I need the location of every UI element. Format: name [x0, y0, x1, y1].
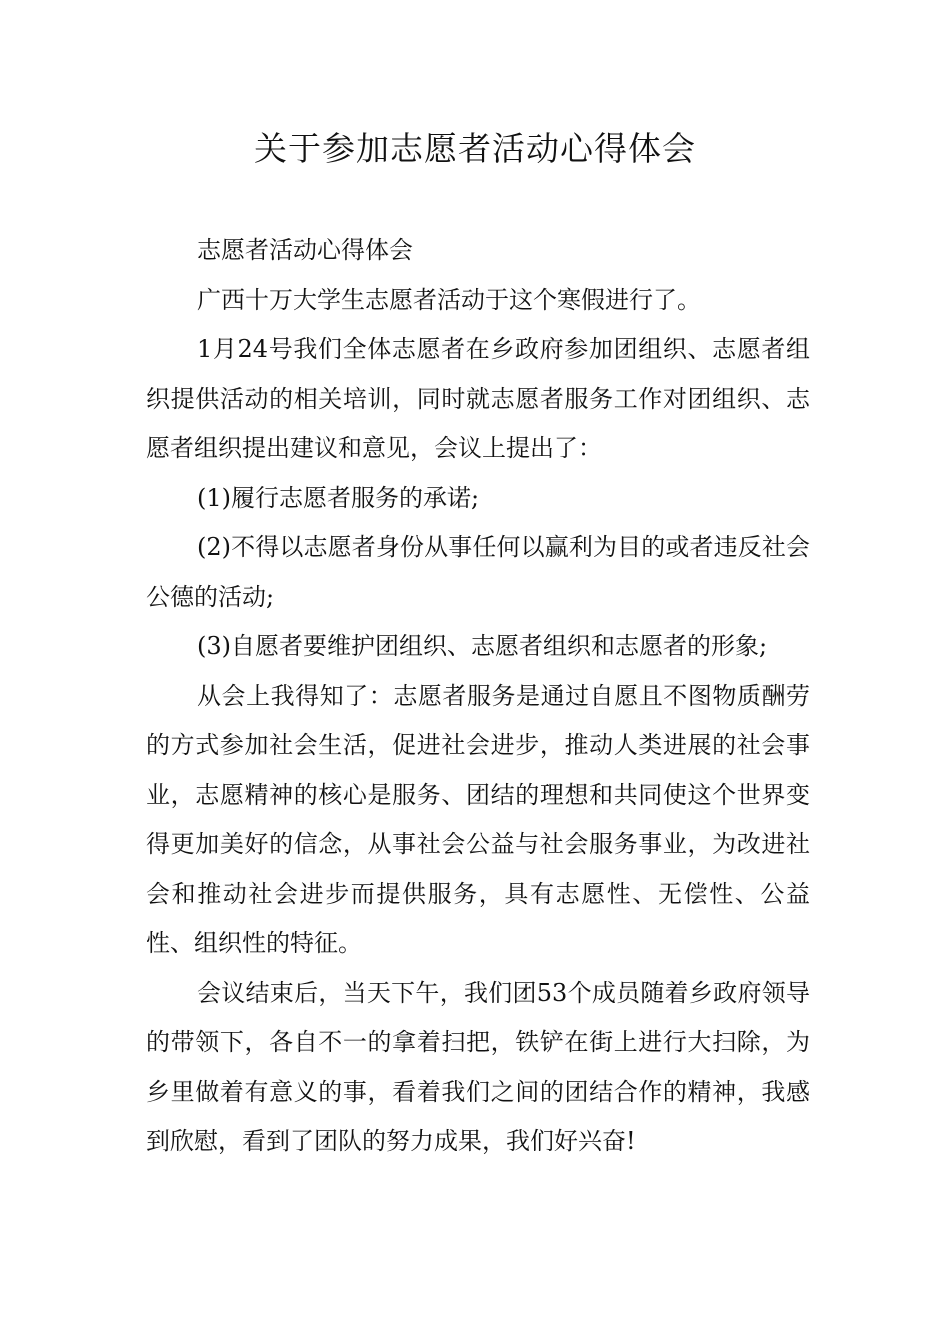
document-body [146, 226, 810, 1167]
paragraph-intro: 广西十万大学生志愿者活动于这个寒假进行了。 [197, 285, 701, 314]
paragraph-volunteer-spirit: 从会上我得知了：志愿者服务是通过自愿且不图物质酬劳的方式参加社会生活，促进社会进步，推动人类进展的社会事业，志愿精神的核心是服务、团结的理想和共同使这个世界变得更加美好的信念，从事社会公益与社会服务事业，为改进社会和推动社会进步而提供服务，具有志愿性、无偿性、公益性、组织性的特征。 [146, 681, 810, 957]
document-title: 关于参加志愿者活动心得体会 [254, 129, 696, 168]
paragraph-item-1: (1)履行志愿者服务的承诺; [197, 483, 480, 512]
paragraph-heading: 志愿者活动心得体会 [197, 236, 413, 264]
paragraph-item-3: (3)自愿者要维护团组织、志愿者组织和志愿者的形象; [197, 632, 768, 660]
paragraph-cleanup: 会议结束后，当天下午，我们团53个成员随着乡政府领导的带领下，各自不一的拿着扫把，铁铲在街上进行大扫除，为乡里做着有意义的事，看着我们之间的团结合作的精神，我感到欣慰，看到了团队的努力成果，我们好兴奋! [146, 978, 810, 1155]
paragraph-training: 1月24号我们全体志愿者在乡政府参加团组织、志愿者组织提供活动的相关培训，同时就志愿者服务工作对团组织、志愿者组织提出建议和意见，会议上提出了： [146, 335, 810, 462]
paragraph-item-2: (2)不得以志愿者身份从事任何以赢利为目的或者违反社会公德的活动; [146, 533, 810, 611]
